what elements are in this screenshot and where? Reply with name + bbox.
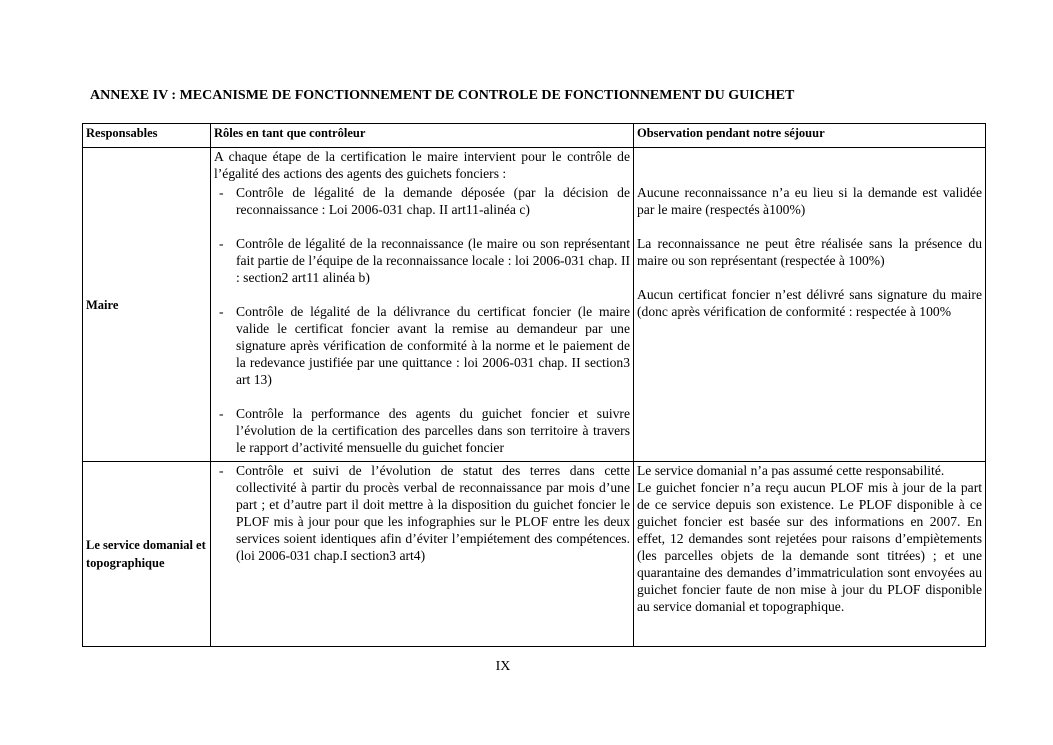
control-table	[82, 123, 986, 647]
responsable-cell: Le service domanial et topographique	[83, 462, 211, 647]
list-item: - Contrôle de légalité de la reconnaissance (le maire ou son représentant fait partie de l’équipe de la reconnaissance locale : loi 2006-031 chap. II : section2 art11 alinéa b)	[219, 236, 630, 285]
header-observation: Observation pendant notre séjouur	[634, 124, 986, 148]
observation-cell	[634, 148, 986, 462]
page-number: IX	[495, 659, 511, 674]
roles-cell	[211, 462, 634, 647]
observation-text: Aucun certificat foncier n’est délivré sans signature du maire (donc après vérification de conformité : respectée à 100%	[637, 287, 982, 319]
page-title: ANNEXE IV : MECANISME DE FONCTIONNEMENT DE CONTROLE DE FONCTIONNEMENT DU GUICHET	[90, 88, 795, 103]
list-item: - Contrôle de légalité de la demande déposée (par la décision de reconnaissance : Loi 2006-031 chap. II art11-alinéa c)	[219, 185, 630, 217]
table-header-row	[83, 124, 986, 148]
header-responsables: Responsables	[83, 124, 211, 148]
observation-text: Aucune reconnaissance n’a eu lieu si la demande est validée par le maire (respectés à100%)	[637, 185, 982, 217]
observation-text: Le guichet foncier n’a reçu aucun PLOF mis à jour de la part de ce service depuis son existence. Le PLOF disponible à ce guichet foncier est basée sur des informations en 2007. En effet, 12 demandes sont rejetées pour raisons d’empiètements (les parcelles objets de la demande sont titrées) ; et une quarantaine des demandes d’immatriculation sont envoyées au guichet foncier faute de non mise à jour du PLOF disponible au service domanial et topographique.	[637, 480, 982, 614]
list-item: - Contrôle la performance des agents du guichet foncier et suivre l’évolution de la certification des parcelles dans son territoire à travers le rapport d’activité mensuelle du guichet foncier	[219, 406, 630, 455]
observation-text: Le service domanial n’a pas assumé cette responsabilité.	[637, 463, 945, 478]
list-item: - Contrôle et suivi de l’évolution de statut des terres dans cette collectivité à partir du procès verbal de reconnaissance par mois d’une part ; et d’autre part il doit mettre à la disposition du guichet foncier le PLOF mis à jour pour que les infographies sur le PLOF entre les deux services soient identiques afin d’éviter l’empiétement des compétences.(loi 2006-031 chap.I section3 art4)	[219, 463, 630, 563]
observation-text: La reconnaissance ne peut être réalisée sans la présence du maire ou son représentant (respectée à 100%)	[637, 236, 982, 268]
list-item: - Contrôle de légalité de la délivrance du certificat foncier (le maire valide le certificat foncier avant la remise au demandeur par une signature après vérification de conformité à la norme et le paiement de la redevance justifiée par une quittance : loi 2006-031 chap. II section3 art 13)	[219, 304, 630, 387]
roles-intro: A chaque étape de la certification le maire intervient pour le contrôle de l’égalité des actions des agents des guichets fonciers :	[214, 149, 630, 181]
header-roles: Rôles en tant que contrôleur	[211, 124, 634, 148]
roles-list	[214, 184, 630, 456]
observation-cell	[634, 462, 986, 647]
table-row	[83, 148, 986, 462]
responsable-cell: Maire	[83, 148, 211, 462]
table-row	[83, 462, 986, 647]
roles-list	[214, 462, 630, 564]
roles-cell	[211, 148, 634, 462]
